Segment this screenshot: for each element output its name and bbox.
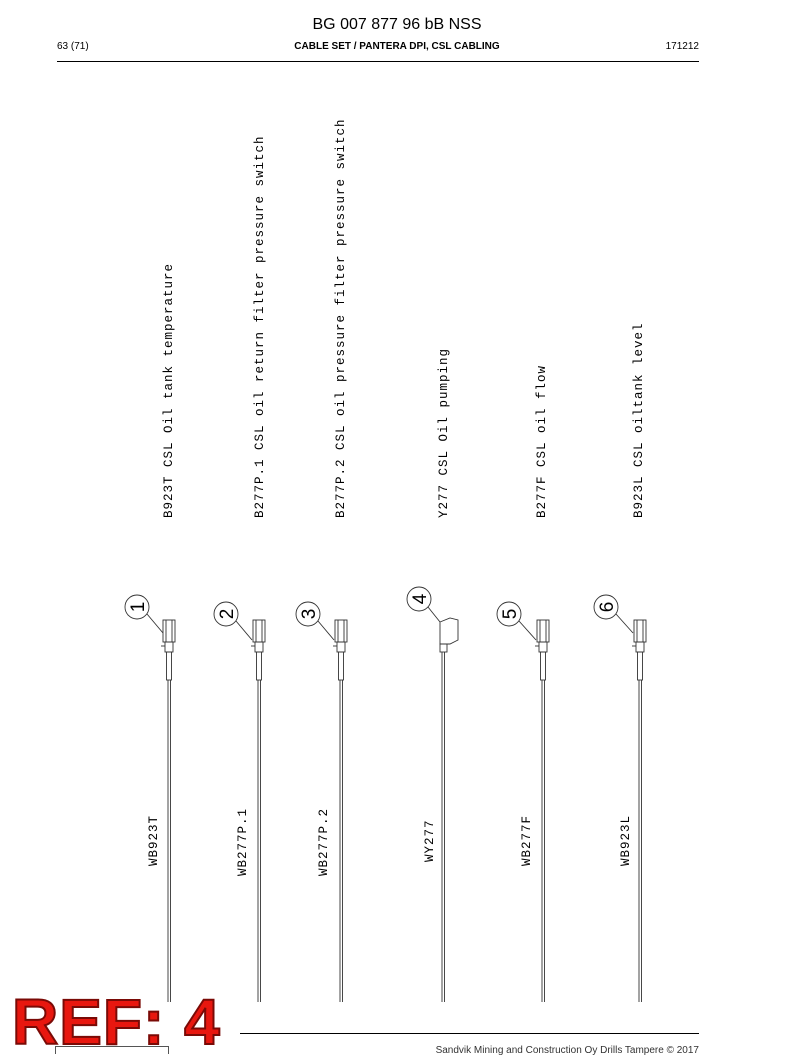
cable-assembly-2	[214, 602, 265, 1002]
balloon-number-1: 1	[128, 601, 149, 613]
cable-assembly-1	[125, 595, 175, 1002]
cable-code-6: WB923L	[619, 814, 633, 866]
balloon-number-3: 3	[299, 608, 320, 620]
cable-code-3: WB277P.2	[317, 807, 331, 876]
component-description-1: B923T CSL Oil tank temperature	[162, 262, 176, 518]
cable-code-2: WB277P.1	[236, 807, 250, 876]
component-description-6: B923L CSL oiltank level	[632, 322, 646, 518]
cable-code-4: WY277	[423, 819, 437, 862]
cable-assembly-4	[407, 587, 458, 1002]
page-subtitle: CABLE SET / PANTERA DPI, CSL CABLING	[294, 41, 500, 52]
document-date: 171212	[665, 41, 699, 52]
cable-code-1: WB923T	[147, 814, 161, 866]
balloon-number-2: 2	[217, 608, 238, 620]
component-description-5: B277F CSL oil flow	[535, 364, 549, 518]
component-description-4: Y277 CSL Oil pumping	[437, 347, 451, 518]
component-description-3: B277P.2 CSL oil pressure filter pressure switch	[334, 118, 348, 518]
cable-assembly-5	[497, 602, 549, 1002]
cable-assembly-3	[296, 602, 347, 1002]
document-title: BG 007 877 96 bB NSS	[312, 16, 482, 33]
cable-code-5: WB277F	[520, 814, 534, 866]
balloon-number-4: 4	[410, 593, 431, 605]
ref-stamp: REF: 4	[12, 986, 221, 1058]
balloon-number-6: 6	[597, 601, 618, 613]
component-description-2: B277P.1 CSL oil return filter pressure switch	[253, 135, 267, 518]
balloon-number-5: 5	[500, 608, 521, 620]
cable-assembly-6	[594, 595, 646, 1002]
footer-rule	[240, 1033, 699, 1034]
page-number: 63 (71)	[57, 41, 89, 52]
footer-copyright: Sandvik Mining and Construction Oy Drills Tampere © 2017	[435, 1045, 699, 1056]
